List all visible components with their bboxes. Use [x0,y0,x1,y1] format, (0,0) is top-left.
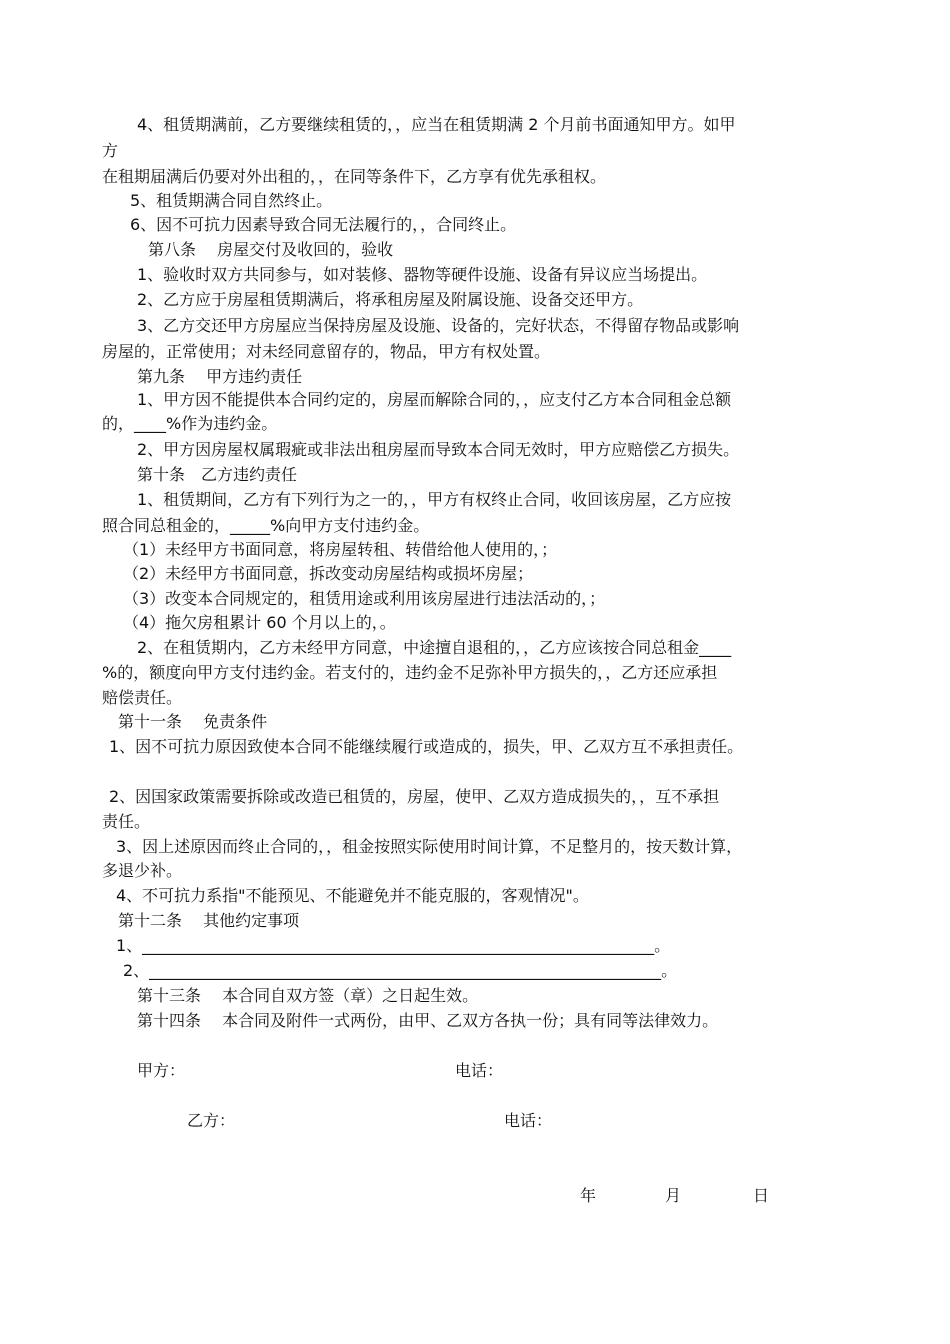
clause-8-item-3-cont: 房屋的，正常使用；对未经同意留存的，物品，甲方有权处置。 [102,342,551,361]
clause-9-item-1-cont: 的，____%作为违约金。 [102,414,278,433]
clause-13: 第十三条 本合同自双方签（章）之日起生效。 [137,986,479,1005]
clause-7-item-4-cont: 在租期届满后仍要对外出租的，，在同等条件下，乙方享有优先承租权。 [102,167,607,186]
clause-12-item-2: 2、________________________________________________________________。 [123,961,678,980]
clause-9-item-2: 2、甲方因房屋权属瑕疵或非法出租房屋而导致本合同无效时，甲方应赔偿乙方损失。 [137,440,740,459]
clause-8-item-1: 1、验收时双方共同参与，如对装修、器物等硬件设施、设备有异议应当场提出。 [137,265,708,284]
party-a-phone-label: 电话： [455,1061,504,1080]
clause-11-item-3-cont: 多退少补。 [102,861,183,880]
clause-8-item-3: 3、乙方交还甲方房屋应当保持房屋及设施、设备的，完好状态，不得留存物品或影响 [137,316,740,335]
clause-10-sub-4: （4）拖欠房租累计 60 个月以上的，。 [123,613,396,632]
clause-10-item-2: 2、在租赁期内，乙方未经甲方同意，中途擅自退租的，，乙方应该按合同总租金____ [137,638,732,657]
date-year-label: 年 [580,1186,597,1205]
clause-10-item-1: 1、租赁期间，乙方有下列行为之一的，，甲方有权终止合同，收回该房屋，乙方应按 [137,490,732,509]
clause-7-item-4-wrap: 方 [102,141,119,160]
clause-10-heading: 第十条 乙方违约责任 [137,465,298,484]
clause-11-item-4: 4、不可抗力系指"不能预见、不能避免并不能克服的，客观情况"。 [116,886,589,905]
clause-10-sub-1: （1）未经甲方书面同意，将房屋转租、转借给他人使用的，； [123,540,558,559]
clause-14: 第十四条 本合同及附件一式两份，由甲、乙双方各执一份；具有同等法律效力。 [137,1011,719,1030]
clause-10-sub-3: （3）改变本合同规定的，租赁用途或利用该房屋进行违法活动的，； [123,589,606,608]
clause-8-heading: 第八条 房屋交付及收回的，验收 [148,240,394,259]
clause-7-item-5: 5、租赁期满合同自然终止。 [130,191,333,210]
clause-10-item-2-cont: %的，额度向甲方支付违约金。若支付的，违约金不足弥补甲方损失的，，乙方还应承担 [102,663,718,682]
party-b-phone-label: 电话： [504,1111,553,1130]
clause-9-heading: 第九条 甲方违约责任 [137,367,303,386]
clause-12-heading: 第十二条 其他约定事项 [118,911,300,930]
clause-11-item-3: 3、因上述原因而终止合同的，，租金按照实际使用时间计算，不足整月的，按天数计算， [116,837,743,856]
clause-11-item-1: 1、因不可抗力原因致使本合同不能继续履行或造成的，损失，甲、乙双方互不承担责任。 [109,737,744,756]
clause-11-item-2: 2、因国家政策需要拆除或改造已租赁的，房屋，使甲、乙双方造成损失的，，互不承担 [109,787,720,806]
clause-7-item-4: 4、租赁期满前，乙方要继续租赁的，，应当在租赁期满 2 个月前书面通知甲方。如甲 [137,115,736,134]
clause-10-sub-2: （2）未经甲方书面同意，拆改变动房屋结构或损坏房屋； [123,564,534,583]
clause-11-item-2-cont: 责任。 [102,812,151,831]
date-month-label: 月 [665,1186,682,1205]
party-b-label: 乙方： [187,1111,236,1130]
clause-9-item-1: 1、甲方因不能提供本合同约定的，房屋而解除合同的，，应支付乙方本合同租金总额 [137,390,732,409]
party-a-label: 甲方： [137,1061,186,1080]
clause-8-item-2: 2、乙方应于房屋租赁期满后，将承租房屋及附属设施、设备交还甲方。 [137,290,644,309]
clause-7-item-6: 6、因不可抗力因素导致合同无法履行的，，合同终止。 [130,215,517,234]
date-day-label: 日 [753,1186,770,1205]
clause-11-heading: 第十一条 免责条件 [118,712,268,731]
clause-10-item-2-end: 赔偿责任。 [102,688,183,707]
clause-10-item-1-cont: 照合同总租金的，_____%向甲方支付违约金。 [102,516,430,535]
clause-12-item-1: 1、________________________________________________________________。 [116,936,671,955]
